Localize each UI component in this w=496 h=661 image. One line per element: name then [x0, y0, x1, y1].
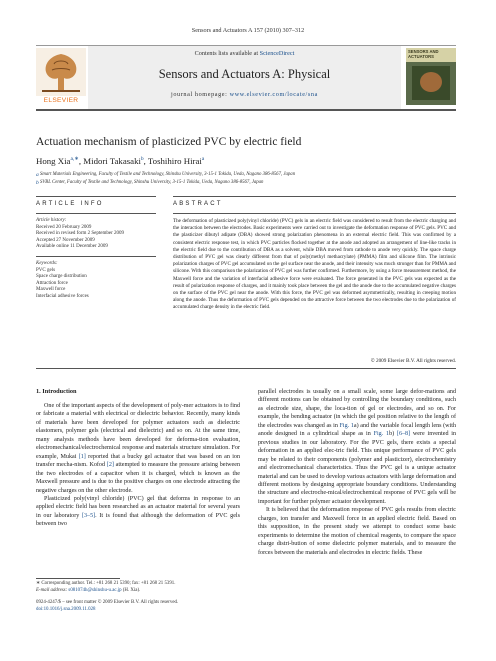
abstract-text: The deformation of plasticized poly(vinyl chloride) (PVC) gels in an electric field was considered to result from the electric charging and the interaction between the electrodes. Basic experiments were carried out to investigate the deformation response of PVC gels. PVC and the plasticizer dibutyl adipate (DBA) showed strong polarization phenomena in an external electric field. This was confirmed by a consistent electric response test, in which PVC particles flocked together at the anode and adopted an arrangement of line-like tracks in the electric field due to the contribution of DBA as a solvent, while DBA moved from cathode to anode very quickly. The space charge distribution of PVC gel was clearly different from that of poly(methyl methacrylate) (PMMA) film and silicone film. The intrinsic polarization charges of PVC gel accumulated on the gel surface near the anode, and their intensity was much stronger than for PMMA and silicone. With this comparison the polarization of PVC gel was further confirmed. Furthermore, by using a force measurement method, the Maxwell force and the variation of interfacial adhesive force were evaluated. The force generated in the PVC gels was expected as the result of polarization response of charges, and it mainly took place between the gel and the anode due to the accumulated negative charges on the surface of the PVC gel near the anode. With this force, the PVC gel was deformed asymmetrically, resulting in creeping motion along the anode. Thus the deformation of PVC gels depended on the attractive force between the two electrodes due to the polarization of accumulated charge density in the electric field.: [173, 218, 456, 311]
homepage-link[interactable]: www.elsevier.com/locate/sna: [229, 91, 318, 98]
article-info-top-rule: [36, 196, 156, 197]
author-list: Hong Xia$^{a,∗}$, Midori Takasaki$^b$, Toshihiro Hirai$^a$: [36, 156, 205, 166]
paragraph-text: . It is found that although the deformation of PVC gels between two: [36, 512, 240, 528]
paragraph-text: Plasticized poly(vinyl chloride) (PVC) gel that deforms in response to an applied electric field has been researched as an actuator material for several years in our laboratory: [36, 495, 240, 519]
elsevier-tree-logo-icon: [36, 48, 86, 100]
body-paragraph: [258, 388, 456, 506]
abstract-top-rule: [173, 196, 456, 197]
affiliation: [36, 172, 456, 178]
running-head: Sensors and Actuators A 157 (2010) 307–312: [191, 27, 305, 34]
corresponding-author-footnote: ∗ Corresponding author. Tel.: +81 268 21 5390; fax: +81 268 21 5391.: [36, 581, 176, 586]
author-marks[interactable]: b: [140, 156, 144, 162]
citation-link[interactable]: [3–5]: [81, 512, 96, 519]
body-paragraph: [36, 402, 240, 495]
history-item: Available online 11 December 2009: [36, 244, 108, 250]
article-info-label: ARTICLE INFO: [36, 201, 104, 207]
history-item: Received in revised form 2 September 2009: [36, 231, 125, 237]
email-link[interactable]: s081074h@shinshu-u.ac.jp: [68, 588, 122, 593]
homepage-prefix: journal homepage:: [171, 91, 230, 98]
history-item: Accepted 27 November 2009: [36, 237, 95, 243]
body-left-column: [36, 388, 240, 529]
abstract-label: ABSTRACT: [173, 201, 223, 207]
keyword-item: Attraction force: [36, 280, 68, 286]
contents-prefix: Contents lists available at: [194, 50, 260, 57]
body-right-column: [258, 388, 456, 557]
author-name: Hong Xia: [36, 156, 71, 166]
affiliation-text: SVBL Center, Faculty of Textile and Technology, Shinshu University, 3-15-1 Tokida, Ueda, Nagano 386-8567, Japan: [39, 180, 264, 185]
email-footnote: [36, 588, 240, 594]
article-title: Actuation mechanism of plasticized PVC by electric field: [36, 136, 302, 148]
keywords-heading: Keywords:: [36, 261, 58, 266]
paragraph-text: parallel electrodes is usually on a small scale, some large defor-mations and different motions can be obtained by controlling the boundary conditions, such as electrode size, shape, the loca-tion of gel or electrodes, and so on. For example, the bending actuator (in which the gel position relative to the length of the electrodes was changed as in: [258, 389, 456, 429]
author-name: Midori Takasaki: [83, 156, 141, 166]
email-name: (H. Xia).: [121, 588, 141, 593]
header-bottom-rule: [36, 109, 456, 111]
contents-availability: [88, 50, 401, 57]
journal-cover-thumbnail: [406, 48, 456, 105]
paragraph-text: reported that a bucky gel actuator that was based on an ion transfer mecha-nism. Kofod: [36, 453, 240, 469]
history-item: Received 20 February 2009: [36, 224, 92, 230]
keywords-block: [36, 261, 136, 301]
affiliation-mark: b: [36, 180, 39, 186]
email-label: E-mail address:: [36, 588, 69, 593]
affiliation-mark: a: [36, 172, 39, 178]
article-info-under-rule: [36, 213, 156, 214]
paragraph-text: One of the important aspects of the development of poly-mer actuators is to find or fabricate a material with electrical or dielectric behavior. Recently, many kinds of materials have been developed for polymer actuators such as dielectric elastomers, polymer gels (electrical and dielectric) and so on. At the same time, many analysis methods have been developed for deforma-tion evaluation, electromechanical/electrochemical response and materials structure simulation. For example, Mukai: [36, 403, 240, 460]
sciencedirect-link[interactable]: ScienceDirect: [259, 50, 295, 57]
keyword-item: Interfacial adhesive forces: [36, 293, 89, 299]
paragraph-text: were invented in previous studies in our laboratory. For the PVC gels, there exists a special deformation in an applied elec-tric field. This unique performance of PVC gels may be related to their components (polymer and plasticizer), electrochemistry and electromechanical characteristics. Thus the PVC gel is a unique actuator material and can be used to develop various actuators with large deformation and different motions by designing appropriate boundary conditions. Understanding the structure and electroche-mical/electrochemical response of PVC gels will be important for further polymer actuator development.: [258, 431, 457, 505]
affiliation-text: Smart Materials Engineering, Faculty of Textile and Technology, Shinshu University, 3-15-1 Tokida, Ueda, Nagano 386-8567, Japan: [39, 172, 296, 177]
citation-link[interactable]: [6–8]: [396, 431, 411, 438]
article-history: [36, 218, 136, 251]
author-marks[interactable]: a: [201, 156, 205, 162]
affiliation: [36, 180, 456, 186]
keyword-item: Space charge distribution: [36, 274, 87, 280]
paragraph-text: b): [389, 431, 397, 438]
abstract-bottom-rule: [36, 368, 456, 369]
abstract-under-rule: [173, 213, 456, 214]
citation-link[interactable]: [1]: [78, 453, 86, 460]
doi-link[interactable]: doi:10.1016/j.sna.2009.11.028: [36, 607, 96, 612]
cover-title: SENSORS AND ACTUATORS: [408, 49, 439, 59]
author-marks[interactable]: a,∗: [70, 156, 79, 162]
footnote-rule: [36, 578, 120, 579]
citation-link[interactable]: Fig. 1: [339, 422, 354, 429]
keywords-rule: [36, 256, 156, 257]
keyword-item: PVC gels: [36, 267, 56, 273]
citation-link[interactable]: [2]: [106, 462, 114, 469]
paragraph-text: It is believed that the deformation response of PVC gels results from electric charges, ion transfer and Maxwell force in an applied electric field. Based on this supposition, in the present study we attempt to conduct some basic experiments to determine the motion of chemical reagents, to compare the space charge distri-bution of some dielectric polymer materials, and to measure the forces between the materials and electrodes in electric fields. These: [258, 507, 456, 556]
body-paragraph: [36, 495, 240, 529]
author-name: Toshihiro Hirai: [147, 156, 202, 166]
journal-title: Sensors and Actuators A: Physical: [158, 67, 331, 81]
section-heading: 1. Introduction: [36, 388, 77, 395]
publisher-wordmark: ELSEVIER: [43, 97, 79, 104]
paragraph-text: a) and the variable focal length lens (with anode designed in a cylindrical shape as in: [258, 422, 456, 438]
history-heading: Article history:: [36, 218, 67, 223]
issn-line: 0924-4247/$ – see front matter © 2009 Elsevier B.V. All rights reserved.: [36, 600, 179, 605]
citation-link[interactable]: Fig. 1: [373, 431, 390, 438]
keyword-item: Maxwell force: [36, 287, 66, 293]
journal-homepage: [88, 91, 401, 98]
paragraph-text: attempted to measure the pressure arising between the two electrodes of a capacitor when it is charged, which is known as the Maxwell pressure and is due to the positive charges on one electrode attracting the negative charges on the other electrode.: [36, 462, 240, 494]
body-paragraph: [258, 506, 456, 557]
abstract-copyright: © 2009 Elsevier B.V. All rights reserved.: [370, 358, 456, 364]
